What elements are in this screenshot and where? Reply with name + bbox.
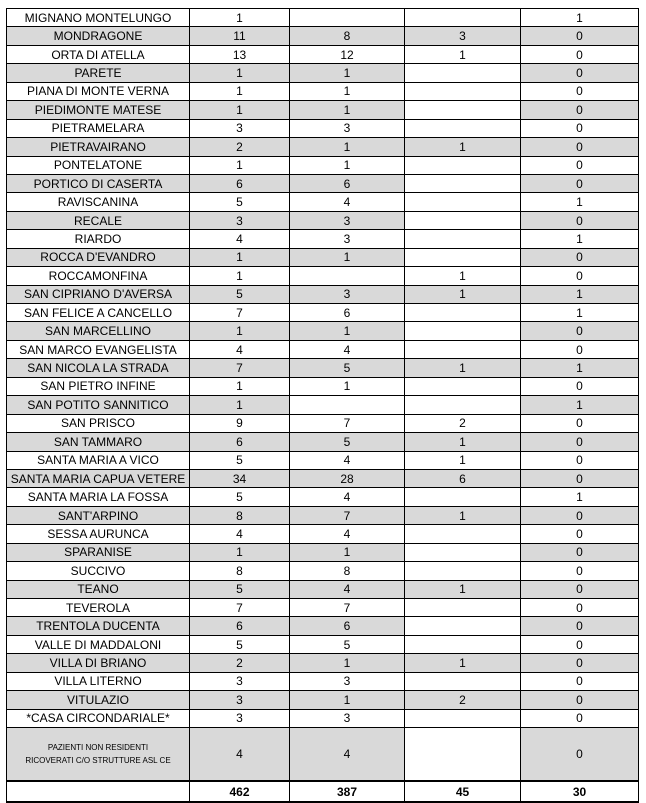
table-row (7, 267, 639, 285)
col3-cell (405, 156, 521, 174)
col4-cell: 0 (521, 340, 639, 358)
col3-cell: 2 (405, 414, 521, 432)
table-row (7, 82, 639, 100)
municipality-cell: SUCCIVO (7, 562, 190, 580)
municipality-cell: PIANA DI MONTE VERNA (7, 82, 190, 100)
col2-cell: 4 (290, 340, 405, 358)
col4-cell: 1 (521, 230, 639, 248)
col4-cell: 0 (521, 64, 639, 82)
col3-cell (405, 543, 521, 561)
col4-cell: 0 (521, 469, 639, 487)
table-row (7, 101, 639, 119)
total-cell: 9 (190, 414, 290, 432)
col4-cell: 0 (521, 525, 639, 543)
col4-cell: 0 (521, 322, 639, 340)
col4-cell: 0 (521, 635, 639, 653)
col4-cell: 1 (521, 488, 639, 506)
table-row (7, 45, 639, 63)
col2-cell: 4 (290, 728, 405, 782)
municipality-cell: PIETRAMELARA (7, 119, 190, 137)
total-cell: 5 (190, 451, 290, 469)
total-cell: 7 (190, 599, 290, 617)
col4-cell: 0 (521, 156, 639, 174)
municipality-cell: SANTA MARIA CAPUA VETERE (7, 469, 190, 487)
col3-cell: 2 (405, 691, 521, 709)
col3-cell (405, 193, 521, 211)
col3-cell (405, 562, 521, 580)
total-cell: 5 (190, 580, 290, 598)
col4-cell: 0 (521, 377, 639, 395)
col3-cell (405, 709, 521, 727)
municipality-cell: RECALE (7, 211, 190, 229)
col4-cell: 0 (521, 248, 639, 266)
col4-cell: 0 (521, 138, 639, 156)
table-row (7, 672, 639, 690)
municipality-cell: ROCCA D'EVANDRO (7, 248, 190, 266)
col4-cell: 0 (521, 82, 639, 100)
table-row (7, 488, 639, 506)
total-cell: 1 (190, 9, 290, 27)
col2-cell: 1 (290, 654, 405, 672)
col4-cell: 0 (521, 506, 639, 524)
table-row (7, 193, 639, 211)
table-row (7, 691, 639, 709)
col2-cell: 4 (290, 488, 405, 506)
table-row (7, 359, 639, 377)
municipality-cell: *CASA CIRCONDARIALE* (7, 709, 190, 727)
total-cell: 7 (190, 304, 290, 322)
table-row (7, 322, 639, 340)
total-cell: 3 (190, 211, 290, 229)
col3-cell (405, 82, 521, 100)
municipality-cell: VITULAZIO (7, 691, 190, 709)
col2-cell: 1 (290, 101, 405, 119)
total-cell: 1 (190, 377, 290, 395)
col4-cell: 0 (521, 562, 639, 580)
col3-cell: 1 (405, 359, 521, 377)
total-cell: 3 (190, 691, 290, 709)
municipality-cell: SAN NICOLA LA STRADA (7, 359, 190, 377)
table-row (7, 506, 639, 524)
table-row (7, 64, 639, 82)
total-cell: 2 (190, 138, 290, 156)
col4-cell: 0 (521, 728, 639, 782)
col2-cell: 1 (290, 156, 405, 174)
col3-cell (405, 174, 521, 192)
total-cell: 1 (190, 156, 290, 174)
total-cell: 2 (190, 654, 290, 672)
col2-cell: 7 (290, 599, 405, 617)
col4-cell: 0 (521, 119, 639, 137)
total-cell: 1 (190, 322, 290, 340)
table-row (7, 396, 639, 414)
municipality-cell: VILLA LITERNO (7, 672, 190, 690)
municipality-cell: MONDRAGONE (7, 27, 190, 45)
total-cell: 1 (190, 543, 290, 561)
col3-cell: 1 (405, 451, 521, 469)
total-value-cell: 387 (290, 781, 405, 802)
table-row (7, 543, 639, 561)
table-row (7, 580, 639, 598)
total-value-cell: 45 (405, 781, 521, 802)
total-cell: 4 (190, 340, 290, 358)
total-cell: 3 (190, 119, 290, 137)
total-cell: 8 (190, 562, 290, 580)
total-cell: 1 (190, 64, 290, 82)
total-cell: 5 (190, 635, 290, 653)
totals-row (7, 781, 639, 802)
col3-cell (405, 101, 521, 119)
table-row (7, 211, 639, 229)
col4-cell: 1 (521, 193, 639, 211)
col3-cell (405, 488, 521, 506)
municipality-cell: SAN TAMMARO (7, 433, 190, 451)
table-row (7, 599, 639, 617)
municipality-cell: PARETE (7, 64, 190, 82)
municipality-cell: SESSA AURUNCA (7, 525, 190, 543)
total-cell: 1 (190, 396, 290, 414)
col4-cell: 0 (521, 672, 639, 690)
col2-cell: 1 (290, 64, 405, 82)
table-row (7, 340, 639, 358)
total-cell: 7 (190, 359, 290, 377)
municipality-cell: TEANO (7, 580, 190, 598)
total-cell: 4 (190, 728, 290, 782)
col4-cell: 0 (521, 27, 639, 45)
col4-cell: 0 (521, 267, 639, 285)
col4-cell: 0 (521, 709, 639, 727)
table-row (7, 709, 639, 727)
col3-cell (405, 525, 521, 543)
col2-cell: 1 (290, 138, 405, 156)
table-row (7, 433, 639, 451)
total-cell: 6 (190, 433, 290, 451)
table-row (7, 304, 639, 322)
total-cell: 1 (190, 248, 290, 266)
table-row (7, 414, 639, 432)
col4-cell: 0 (521, 211, 639, 229)
total-cell: 3 (190, 709, 290, 727)
total-cell: 4 (190, 525, 290, 543)
table-body (7, 9, 639, 803)
col3-cell (405, 377, 521, 395)
col2-cell: 3 (290, 119, 405, 137)
table-row (7, 635, 639, 653)
table-row (7, 138, 639, 156)
col3-cell (405, 304, 521, 322)
col2-cell: 3 (290, 285, 405, 303)
col2-cell: 7 (290, 414, 405, 432)
col2-cell: 5 (290, 359, 405, 377)
col2-cell: 6 (290, 174, 405, 192)
table-row (7, 562, 639, 580)
col2-cell: 3 (290, 709, 405, 727)
table-row (7, 27, 639, 45)
municipality-cell: SPARANISE (7, 543, 190, 561)
totals-label-cell (7, 781, 190, 802)
municipality-cell: VALLE DI MADDALONI (7, 635, 190, 653)
municipality-cell: TEVEROLA (7, 599, 190, 617)
col4-cell: 1 (521, 359, 639, 377)
col4-cell: 0 (521, 691, 639, 709)
col4-cell: 0 (521, 433, 639, 451)
label-line: PAZIENTI NON RESIDENTI (47, 743, 149, 753)
col3-cell (405, 599, 521, 617)
col4-cell: 0 (521, 617, 639, 635)
col3-cell (405, 211, 521, 229)
col4-cell: 1 (521, 285, 639, 303)
col2-cell: 1 (290, 691, 405, 709)
table-row-non-residents (7, 728, 639, 782)
covid-data-table (6, 8, 639, 803)
total-cell: 34 (190, 469, 290, 487)
total-cell: 11 (190, 27, 290, 45)
municipality-cell (7, 728, 190, 782)
total-cell: 6 (190, 174, 290, 192)
col2-cell: 28 (290, 469, 405, 487)
col3-cell: 1 (405, 138, 521, 156)
col3-cell (405, 9, 521, 27)
table-row (7, 230, 639, 248)
col2-cell (290, 9, 405, 27)
col2-cell: 6 (290, 304, 405, 322)
total-cell: 1 (190, 82, 290, 100)
col3-cell (405, 230, 521, 248)
municipality-cell: SAN CIPRIANO D'AVERSA (7, 285, 190, 303)
table-row (7, 248, 639, 266)
col3-cell (405, 322, 521, 340)
total-cell: 4 (190, 230, 290, 248)
table-row (7, 174, 639, 192)
col4-cell: 1 (521, 396, 639, 414)
total-cell: 6 (190, 617, 290, 635)
col4-cell: 0 (521, 654, 639, 672)
total-cell: 3 (190, 672, 290, 690)
table-row (7, 469, 639, 487)
col3-cell (405, 119, 521, 137)
col2-cell: 3 (290, 230, 405, 248)
col3-cell: 6 (405, 469, 521, 487)
municipality-cell: SAN FELICE A CANCELLO (7, 304, 190, 322)
col2-cell (290, 396, 405, 414)
col3-cell (405, 396, 521, 414)
col2-cell: 1 (290, 82, 405, 100)
col2-cell: 5 (290, 635, 405, 653)
col3-cell (405, 248, 521, 266)
total-cell: 1 (190, 101, 290, 119)
col4-cell: 0 (521, 451, 639, 469)
table-row (7, 119, 639, 137)
col2-cell: 8 (290, 562, 405, 580)
col4-cell: 0 (521, 580, 639, 598)
municipality-cell: ORTA DI ATELLA (7, 45, 190, 63)
municipality-cell: RAVISCANINA (7, 193, 190, 211)
table-row (7, 377, 639, 395)
col4-cell: 0 (521, 174, 639, 192)
total-value-cell: 30 (521, 781, 639, 802)
municipality-cell: SANT'ARPINO (7, 506, 190, 524)
col2-cell: 5 (290, 433, 405, 451)
col3-cell (405, 728, 521, 782)
col2-cell: 4 (290, 451, 405, 469)
total-cell: 5 (190, 285, 290, 303)
table-row (7, 451, 639, 469)
col2-cell: 12 (290, 45, 405, 63)
table-row (7, 525, 639, 543)
total-cell: 13 (190, 45, 290, 63)
col3-cell (405, 672, 521, 690)
municipality-cell: SANTA MARIA LA FOSSA (7, 488, 190, 506)
municipality-cell: MIGNANO MONTELUNGO (7, 9, 190, 27)
col3-cell: 1 (405, 580, 521, 598)
col3-cell: 1 (405, 285, 521, 303)
total-cell: 8 (190, 506, 290, 524)
municipality-cell: PIETRAVAIRANO (7, 138, 190, 156)
table-row (7, 617, 639, 635)
col3-cell (405, 340, 521, 358)
col2-cell: 3 (290, 672, 405, 690)
col4-cell: 0 (521, 45, 639, 63)
table-row (7, 156, 639, 174)
municipality-cell: SAN PRISCO (7, 414, 190, 432)
col2-cell (290, 267, 405, 285)
col2-cell: 1 (290, 248, 405, 266)
table-row (7, 285, 639, 303)
total-cell: 1 (190, 267, 290, 285)
col2-cell: 1 (290, 543, 405, 561)
total-cell: 5 (190, 488, 290, 506)
col4-cell: 1 (521, 9, 639, 27)
col2-cell: 8 (290, 27, 405, 45)
label-line: RICOVERATI C/O STRUTTURE ASL CE (25, 756, 171, 766)
col2-cell: 1 (290, 322, 405, 340)
municipality-cell: ROCCAMONFINA (7, 267, 190, 285)
col2-cell: 3 (290, 211, 405, 229)
municipality-cell: PONTELATONE (7, 156, 190, 174)
col2-cell: 7 (290, 506, 405, 524)
table-row (7, 654, 639, 672)
col3-cell: 1 (405, 45, 521, 63)
municipality-cell: RIARDO (7, 230, 190, 248)
municipality-cell: SAN PIETRO INFINE (7, 377, 190, 395)
col4-cell: 0 (521, 414, 639, 432)
table-row (7, 9, 639, 27)
total-cell: 5 (190, 193, 290, 211)
col3-cell: 1 (405, 433, 521, 451)
col4-cell: 0 (521, 101, 639, 119)
municipality-cell: SAN MARCELLINO (7, 322, 190, 340)
col2-cell: 4 (290, 525, 405, 543)
col4-cell: 0 (521, 599, 639, 617)
col4-cell: 0 (521, 543, 639, 561)
col3-cell: 1 (405, 267, 521, 285)
municipality-cell: PIEDIMONTE MATESE (7, 101, 190, 119)
col3-cell: 1 (405, 654, 521, 672)
municipality-cell: SAN POTITO SANNITICO (7, 396, 190, 414)
municipality-cell: SAN MARCO EVANGELISTA (7, 340, 190, 358)
municipality-cell: SANTA MARIA A VICO (7, 451, 190, 469)
col3-cell: 3 (405, 27, 521, 45)
col2-cell: 4 (290, 580, 405, 598)
col3-cell (405, 64, 521, 82)
col2-cell: 1 (290, 377, 405, 395)
col3-cell: 1 (405, 506, 521, 524)
col2-cell: 4 (290, 193, 405, 211)
municipality-cell: PORTICO DI CASERTA (7, 174, 190, 192)
municipality-cell: TRENTOLA DUCENTA (7, 617, 190, 635)
col3-cell (405, 617, 521, 635)
col2-cell: 6 (290, 617, 405, 635)
col4-cell: 1 (521, 304, 639, 322)
col3-cell (405, 635, 521, 653)
total-value-cell: 462 (190, 781, 290, 802)
municipality-cell: VILLA DI BRIANO (7, 654, 190, 672)
